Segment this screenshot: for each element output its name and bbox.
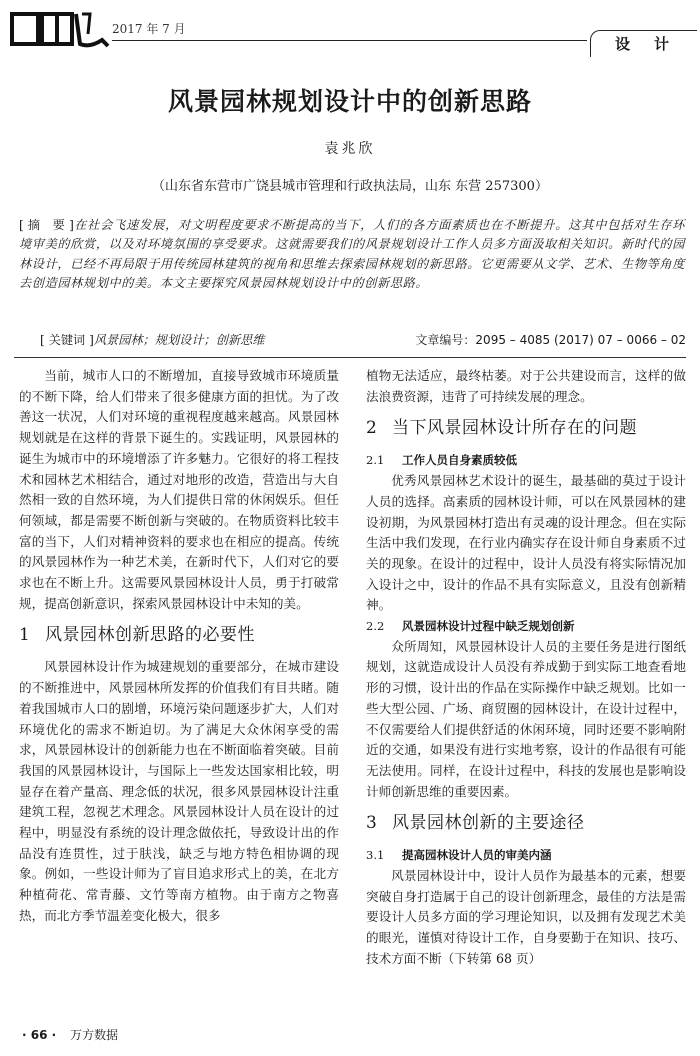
abstract-text: 在社会飞速发展，对文明程度要求不断提高的当下，人们的各方面素质也在不断提升。这其中包括对生存环境审美的欣赏，以及对环境氛围的享受要求。这就需要我们的风景规划设计工作人员多方面汲取相关知识。新时代的园林设计，已经不再局限于用传统园林建筑的视角和思维去探索园林规划的新思路。它更需要从文学、艺术、生物等角度去创造园林规划中的美。本文主要探究风景园林规划设计中的创新思路。 (19, 218, 686, 290)
section-number: 2 (366, 418, 378, 439)
section-heading-2 (366, 415, 686, 441)
journal-name: 万方数据 (70, 1028, 119, 1042)
subsection-heading-2-2 (366, 616, 686, 637)
section-heading-1 (19, 622, 339, 648)
paragraph: 当前，城市人口的不断增加，直接导致城市环境质量的不断下降，给人们带来了很多健康方面的担忧。为了改善这一状况，人们对环境的重视程度越来越高。风景园林规划就是在这样的背景下诞生的。实践证明，风景园林的诞生为城市中的环境增添了许多魅力。它很好的将工程技术和园林艺术相结合，通过对地形的改造，营造出与大自然相一致的自然环境，为人们提供日常的休闲娱乐。但任何领域，都是需要不断创新与突破的。在物质资料比较丰富的当下，人们对精神资料的要求也在相应的提高。传统的风景园林作为一种艺术美，在新时代下，人们对它的要求也在不断上升。这需要风景园林设计人员，勇于打破常规，提高创新意识，探索风景园林设计中未知的美。 (19, 368, 339, 611)
author-name: 袁兆欣 (324, 141, 376, 157)
article-title: 风景园林规划设计中的创新思路 (167, 87, 532, 116)
page-footer (22, 1026, 118, 1043)
section-title: 风景园林创新的主要途径 (392, 813, 585, 834)
subsection-heading-3-1 (366, 845, 686, 866)
section-tab-label: 设计 (614, 35, 693, 53)
abstract (19, 216, 685, 293)
page-number: · 66 · (22, 1028, 57, 1042)
page-header (0, 0, 700, 62)
paragraph: 风景园林设计中，设计人员作为最基本的元素，想要突破自身打造属于自己的设计创新理念，最佳的方法是需要设计人员多方面的学习理论知识，以及拥有发现艺术美的眼光，谨慎对待设计工作，自身要勤于在知识、技巧、技术方面不断（下转第 68 页） (366, 868, 686, 966)
subsection-heading-2-1 (366, 450, 686, 471)
paragraph: 植物无法适应，最终枯萎。对于公共建设而言，这样的做法浪费资源，违背了可持续发展的理念。 (366, 368, 686, 404)
keywords (40, 331, 264, 348)
journal-logo (10, 10, 110, 50)
section-number: 1 (19, 625, 31, 646)
subsection-number: 3.1 (366, 848, 385, 863)
subsection-title: 工作人员自身素质较低 (402, 453, 517, 468)
paragraph: 风景园林设计作为城建规划的重要部分，在城市建设的不断推进中，风景园林所发挥的价值我们有目共睹。随着我国城市人口的剧增，环境污染问题逐步扩大，人们对环境优化的需求不断迫切。为了满足大众休闲享受的需求，风景园林设计的创新能力也在不断面临着突破。目前我国的风景园林设计，与国际上一些发达国家相比较，明显存在着产量高、理念低的状况，很多风景园林设计注重建筑工程，忽视艺术理念。风景园林设计人员在设计的过程中，明显没有系统的设计理念做依托，导致设计出的作品没有连贯性，过于肤浅，缺乏与地方特色相协调的现象。例如，一些设计师为了盲目追求形式上的美，在北方种植荷花、常青藤、文竹等南方植物。由于南方之物喜热，而北方季节温差变化极大，很多 (19, 659, 339, 923)
keywords-text: 风景园林；规划设计；创新思维 (93, 333, 265, 347)
paragraph: 众所周知，风景园林设计人员的主要任务是进行图纸规划，这就造成设计人员没有养成勤于到实际工地查看地形的习惯，设计出的作品在实际操作中缺乏规划。比如一些大型公园、广场、商贸圈的园林设计，在设计过程中，不仅需要给人们提供舒适的休闲环境，同时还要不影响附近的交通，如果没有进行实地考察，设计的作品很有可能无法使用。同样，在设计过程中，科技的发展也是影响设计师创新思维的重要因素。 (366, 638, 686, 799)
subsection-number: 2.2 (366, 619, 385, 634)
article-number: 文章编号：2095 – 4085 (2017) 07 – 0066 – 02 (415, 333, 686, 347)
abstract-label: [ 摘 要 ] (19, 218, 74, 232)
abstract-separator (14, 357, 686, 358)
subsection-title: 提高园林设计人员的审美内涵 (402, 848, 552, 863)
section-title: 风景园林创新思路的必要性 (45, 625, 255, 646)
left-column (19, 366, 339, 927)
section-title: 当下风景园林设计所存在的问题 (392, 418, 637, 439)
subsection-number: 2.1 (366, 453, 385, 468)
paragraph: 优秀风景园林艺术设计的诞生，最基础的莫过于设计人员的选择。高素质的园林设计师，可以在风景园林的建设初期，为风景园林打造出有灵魂的设计理念。但在实际生活中我们发现，在行业内确实存在设计师自身素质不过关的现象。在设计的过程中，设计人员没有将实际情况加入设计之中，设计的作品不具有实际意义，且没有创新精神。 (366, 473, 686, 613)
right-column (366, 366, 686, 970)
section-number: 3 (366, 813, 378, 834)
keywords-label: [ 关键词 ] (40, 333, 94, 347)
subsection-title: 风景园林设计过程中缺乏规划创新 (402, 619, 575, 634)
header-rule (112, 40, 587, 41)
author-affiliation: （山东省东营市广饶县城市管理和行政执法局，山东 东营 257300） (152, 179, 548, 194)
issue-date: 2017 年 7 月 (112, 22, 186, 36)
keywords-row (40, 331, 686, 348)
section-heading-3 (366, 810, 686, 836)
section-tab (590, 30, 697, 57)
